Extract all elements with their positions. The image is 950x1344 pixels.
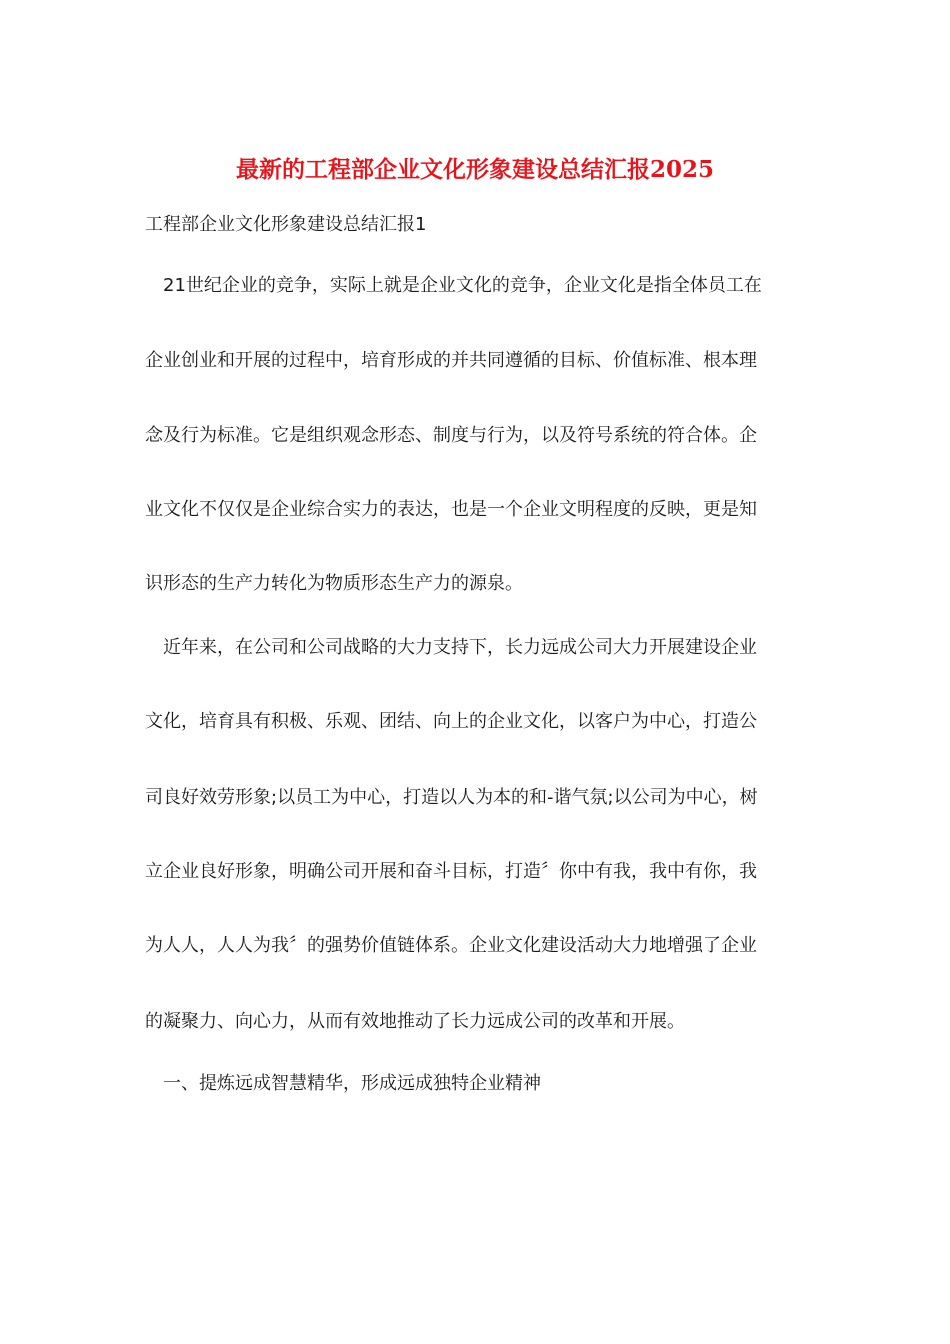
paragraph-line: 21世纪企业的竞争，实际上就是企业文化的竞争，企业文化是指全体员工在 <box>163 275 762 296</box>
paragraph-line: 识形态的生产力转化为物质形态生产力的源泉。 <box>145 573 523 594</box>
paragraph-line: 念及行为标准。它是组织观念形态、制度与行为，以及符号系统的符合体。企 <box>145 425 757 446</box>
document-title: 最新的工程部企业文化形象建设总结汇报2025 <box>235 156 714 183</box>
paragraph-line: 立企业良好形象，明确公司开展和奋斗目标，打造〞你中有我，我中有你，我 <box>145 861 757 882</box>
paragraph-line: 为人人，人人为我〞的强势价值链体系。企业文化建设活动大力地增强了企业 <box>145 935 757 956</box>
paragraph-line: 文化，培育具有积极、乐观、团结、向上的企业文化，以客户为中心，打造公 <box>145 711 757 732</box>
paragraph-line: 司良好效劳形象;以员工为中心，打造以人为本的和-谐气氛;以公司为中心，树 <box>145 787 758 808</box>
paragraph-line: 近年来，在公司和公司战略的大力支持下，长力远成公司大力开展建设企业 <box>163 637 757 658</box>
paragraph-line: 企业创业和开展的过程中，培育形成的并共同遵循的目标、价值标准、根本理 <box>145 350 757 371</box>
paragraph-line: 业文化不仅仅是企业综合实力的表达，也是一个企业文明程度的反映，更是知 <box>145 499 757 520</box>
paragraph-line: 的凝聚力、向心力，从而有效地推动了长力远成公司的改革和开展。 <box>145 1011 685 1032</box>
document-subtitle: 工程部企业文化形象建设总结汇报1 <box>145 214 427 235</box>
section-heading: 一、提炼远成智慧精华，形成远成独特企业精神 <box>163 1073 541 1094</box>
